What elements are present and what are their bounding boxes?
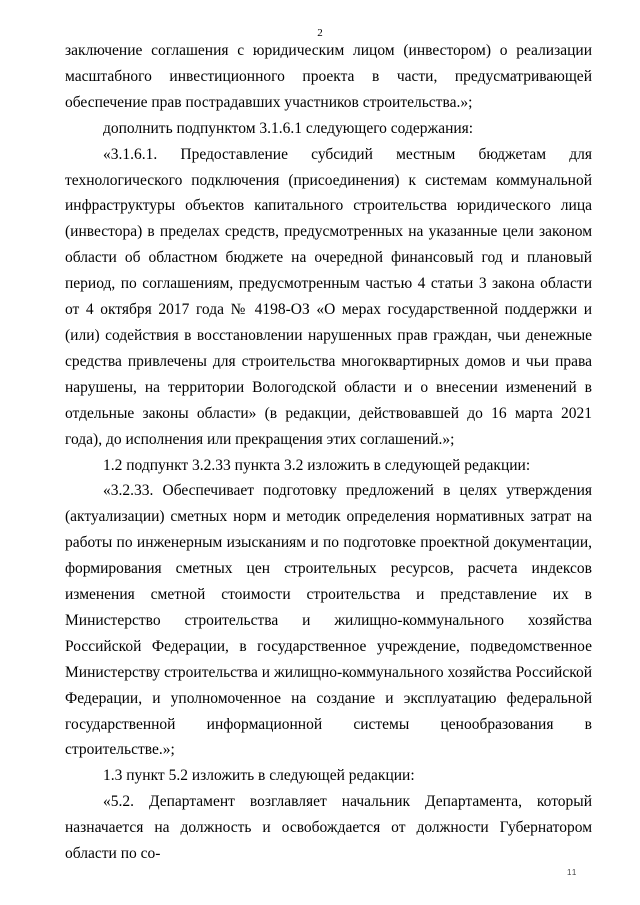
footer-mark: 11: [567, 868, 578, 877]
paragraph-7: «5.2. Департамент возглавляет начальник Департамента, который назначается на должность и освобождается от должности Губернатором области по со-: [65, 793, 592, 863]
paragraph-5: «3.2.33. Обеспечивает подготовку предложений в целях утверждения (актуализации) сметных норм и методик определения нормативных затрат на работы по инженерным изысканиям и по подготовке проектной документации, формирования сметных цен строительных ресурсов, расчета индексов изменения сметной стоимости строительства и представление их в Министерство строительства и жилищно-коммунального хозяйства Российской Федерации, в государственное учреждение, подведомственное Министерству строительства и жилищно-коммунального хозяйства Российской Федерации, и уполномоченное на создание и эксплуатацию федеральной государственной информационной системы ценообразования в строительстве.»;: [65, 482, 592, 759]
paragraph-4: 1.2 подпункт 3.2.33 пункта 3.2 изложить в следующей редакции:: [103, 456, 531, 474]
paragraph-6: 1.3 пункт 5.2 изложить в следующей редакции:: [103, 767, 415, 785]
paragraph-3: «3.1.6.1. Предоставление субсидий местным бюджетам для технологического подключения (присоединения) к системам коммунальной инфраструктуры объектов капитального строительства юридического лица (инвестора) в пределах средств, предусмотренных на указанные цели законом области об областном бюджете на очередной финансовый год и плановый период, по соглашениям, предусмотренным частью 4 статьи 3 закона области от 4 октября 2017 года № 4198-ОЗ «О мерах государственной поддержки и (или) содействия в восстановлении нарушенных прав граждан, чьи денежные средства привлечены для строительства многоквартирных домов и чьи права нарушены, на территории Вологодской области и о внесении изменений в отдельные законы области» (в редакции, действовавшей до 16 марта 2021 года), до исполнения или прекращения этих соглашений.»;: [65, 145, 592, 448]
paragraph-2: дополнить подпунктом 3.1.6.1 следующего содержания:: [103, 119, 474, 137]
document-body: [65, 38, 592, 867]
page-number: 2: [317, 27, 323, 39]
paragraph-1: заключение соглашения с юридическим лицом (инвестором) о реализации масштабного инвестиционного проекта в части, предусматривающей обеспечение прав пострадавших участников строительства.»;: [65, 42, 592, 111]
